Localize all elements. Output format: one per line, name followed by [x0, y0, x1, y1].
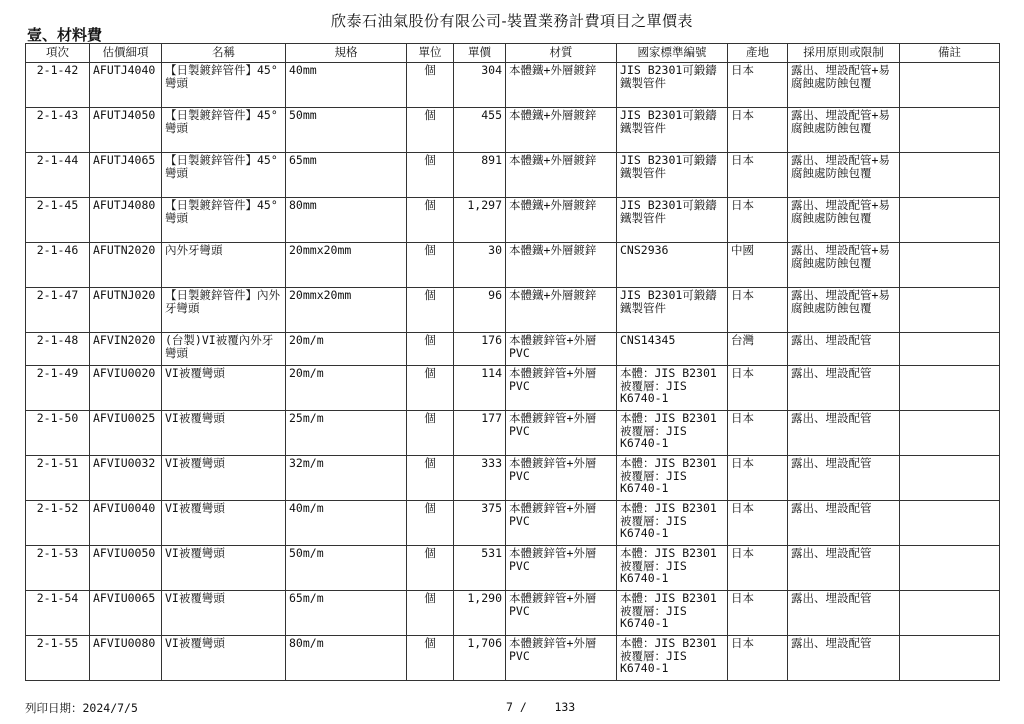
cell-name: 【日製鍍鋅管件】45°彎頭: [162, 108, 286, 153]
cell-item: 2-1-45: [26, 198, 90, 243]
cell-usage: 露出、埋設配管: [788, 411, 900, 456]
cell-spec: 65mm: [286, 153, 407, 198]
cell-origin: 中國: [728, 243, 788, 288]
table-row: [26, 636, 1000, 681]
cell-code: AFVIU0025: [90, 411, 162, 456]
cell-name: VI被覆彎頭: [162, 636, 286, 681]
cell-unit: 個: [407, 366, 454, 411]
cell-note: [900, 591, 1000, 636]
cell-origin: 日本: [728, 288, 788, 333]
cell-code: AFVIU0050: [90, 546, 162, 591]
cell-note: [900, 243, 1000, 288]
cell-price: 1,706: [454, 636, 506, 681]
col-header-item: 項次: [26, 44, 90, 63]
cell-price: 455: [454, 108, 506, 153]
cell-origin: 日本: [728, 456, 788, 501]
cell-material: 本體鍍鋅管+外層PVC: [506, 501, 617, 546]
cell-note: [900, 411, 1000, 456]
cell-material: 本體鐵+外層鍍鋅: [506, 108, 617, 153]
table-row: [26, 243, 1000, 288]
table-row: [26, 366, 1000, 411]
cell-name: VI被覆彎頭: [162, 501, 286, 546]
cell-origin: 日本: [728, 108, 788, 153]
cell-material: 本體鍍鋅管+外層PVC: [506, 636, 617, 681]
cell-origin: 日本: [728, 591, 788, 636]
col-header-unit: 單位: [407, 44, 454, 63]
cell-item: 2-1-46: [26, 243, 90, 288]
cell-item: 2-1-54: [26, 591, 90, 636]
cell-material: 本體鍍鋅管+外層PVC: [506, 411, 617, 456]
cell-note: [900, 546, 1000, 591]
cell-standard: 本體：JIS B2301被覆層：JIS K6740-1: [617, 411, 728, 456]
section-heading: 壹、材料費: [27, 26, 103, 44]
cell-note: [900, 153, 1000, 198]
cell-name: 【日製鍍鋅管件】內外牙彎頭: [162, 288, 286, 333]
cell-spec: 80m/m: [286, 636, 407, 681]
cell-unit: 個: [407, 243, 454, 288]
cell-unit: 個: [407, 108, 454, 153]
cell-note: [900, 636, 1000, 681]
cell-name: VI被覆彎頭: [162, 411, 286, 456]
cell-unit: 個: [407, 636, 454, 681]
cell-item: 2-1-42: [26, 63, 90, 108]
table-row: [26, 63, 1000, 108]
cell-standard: 本體：JIS B2301被覆層：JIS K6740-1: [617, 636, 728, 681]
table-row: [26, 411, 1000, 456]
cell-item: 2-1-44: [26, 153, 90, 198]
cell-price: 375: [454, 501, 506, 546]
price-table: [25, 43, 1000, 681]
table-row: [26, 501, 1000, 546]
cell-name: VI被覆彎頭: [162, 591, 286, 636]
cell-name: VI被覆彎頭: [162, 456, 286, 501]
cell-code: AFUTJ4080: [90, 198, 162, 243]
cell-unit: 個: [407, 456, 454, 501]
cell-name: 【日製鍍鋅管件】45°彎頭: [162, 198, 286, 243]
cell-origin: 日本: [728, 153, 788, 198]
cell-origin: 日本: [728, 63, 788, 108]
cell-spec: 20mmx20mm: [286, 288, 407, 333]
cell-standard: JIS B2301可鍛鑄鐵製管件: [617, 63, 728, 108]
cell-material: 本體鐵+外層鍍鋅: [506, 198, 617, 243]
cell-price: 333: [454, 456, 506, 501]
cell-standard: 本體：JIS B2301被覆層：JIS K6740-1: [617, 366, 728, 411]
cell-spec: 50m/m: [286, 546, 407, 591]
cell-price: 177: [454, 411, 506, 456]
cell-item: 2-1-51: [26, 456, 90, 501]
cell-unit: 個: [407, 333, 454, 366]
col-header-price: 單價: [454, 44, 506, 63]
cell-code: AFUTJ4065: [90, 153, 162, 198]
cell-usage: 露出、埋設配管+易腐蝕處防蝕包覆: [788, 153, 900, 198]
cell-spec: 50mm: [286, 108, 407, 153]
cell-code: AFUTJ4040: [90, 63, 162, 108]
cell-unit: 個: [407, 501, 454, 546]
cell-note: [900, 108, 1000, 153]
cell-note: [900, 63, 1000, 108]
cell-code: AFVIU0065: [90, 591, 162, 636]
cell-code: AFUTJ4050: [90, 108, 162, 153]
col-header-name: 名稱: [162, 44, 286, 63]
cell-item: 2-1-50: [26, 411, 90, 456]
col-header-usage: 採用原則或限制: [788, 44, 900, 63]
cell-name: (台製)VI被覆內外牙彎頭: [162, 333, 286, 366]
table-row: [26, 153, 1000, 198]
cell-spec: 25m/m: [286, 411, 407, 456]
cell-code: AFUTNJ020: [90, 288, 162, 333]
cell-price: 176: [454, 333, 506, 366]
cell-note: [900, 333, 1000, 366]
cell-unit: 個: [407, 288, 454, 333]
cell-note: [900, 501, 1000, 546]
cell-code: AFVIU0040: [90, 501, 162, 546]
cell-material: 本體鐵+外層鍍鋅: [506, 63, 617, 108]
cell-price: 531: [454, 546, 506, 591]
cell-price: 114: [454, 366, 506, 411]
cell-origin: 日本: [728, 546, 788, 591]
cell-price: 96: [454, 288, 506, 333]
cell-standard: JIS B2301可鍛鑄鐵製管件: [617, 198, 728, 243]
cell-standard: CNS14345: [617, 333, 728, 366]
cell-item: 2-1-55: [26, 636, 90, 681]
cell-spec: 40m/m: [286, 501, 407, 546]
cell-item: 2-1-49: [26, 366, 90, 411]
cell-spec: 20m/m: [286, 333, 407, 366]
table-row: [26, 288, 1000, 333]
cell-material: 本體鍍鋅管+外層PVC: [506, 366, 617, 411]
cell-usage: 露出、埋設配管: [788, 591, 900, 636]
cell-unit: 個: [407, 153, 454, 198]
cell-spec: 20mmx20mm: [286, 243, 407, 288]
cell-code: AFVIN2020: [90, 333, 162, 366]
cell-usage: 露出、埋設配管+易腐蝕處防蝕包覆: [788, 108, 900, 153]
cell-usage: 露出、埋設配管+易腐蝕處防蝕包覆: [788, 63, 900, 108]
cell-spec: 65m/m: [286, 591, 407, 636]
cell-code: AFVIU0020: [90, 366, 162, 411]
cell-origin: 日本: [728, 501, 788, 546]
cell-usage: 露出、埋設配管: [788, 636, 900, 681]
cell-price: 891: [454, 153, 506, 198]
table-row: [26, 591, 1000, 636]
cell-usage: 露出、埋設配管: [788, 333, 900, 366]
cell-item: 2-1-48: [26, 333, 90, 366]
cell-usage: 露出、埋設配管+易腐蝕處防蝕包覆: [788, 243, 900, 288]
cell-name: 【日製鍍鋅管件】45°彎頭: [162, 153, 286, 198]
cell-code: AFVIU0080: [90, 636, 162, 681]
cell-usage: 露出、埋設配管: [788, 546, 900, 591]
table-header-row: [26, 44, 1000, 63]
cell-origin: 台灣: [728, 333, 788, 366]
cell-standard: JIS B2301可鍛鑄鐵製管件: [617, 153, 728, 198]
cell-material: 本體鐵+外層鍍鋅: [506, 243, 617, 288]
cell-price: 1,290: [454, 591, 506, 636]
table-row: [26, 333, 1000, 366]
cell-item: 2-1-53: [26, 546, 90, 591]
cell-unit: 個: [407, 198, 454, 243]
cell-spec: 20m/m: [286, 366, 407, 411]
cell-item: 2-1-52: [26, 501, 90, 546]
cell-unit: 個: [407, 63, 454, 108]
col-header-spec: 規格: [286, 44, 407, 63]
col-header-standard: 國家標準編號: [617, 44, 728, 63]
col-header-note: 備註: [900, 44, 1000, 63]
print-date: 列印日期：2024/7/5: [25, 701, 138, 715]
cell-usage: 露出、埋設配管+易腐蝕處防蝕包覆: [788, 198, 900, 243]
cell-name: VI被覆彎頭: [162, 366, 286, 411]
cell-usage: 露出、埋設配管: [788, 366, 900, 411]
page-number: 7 / 133: [506, 700, 576, 714]
cell-standard: 本體：JIS B2301被覆層：JIS K6740-1: [617, 591, 728, 636]
cell-material: 本體鐵+外層鍍鋅: [506, 153, 617, 198]
col-header-material: 材質: [506, 44, 617, 63]
cell-unit: 個: [407, 546, 454, 591]
table-row: [26, 456, 1000, 501]
cell-usage: 露出、埋設配管: [788, 501, 900, 546]
cell-spec: 32m/m: [286, 456, 407, 501]
cell-code: AFVIU0032: [90, 456, 162, 501]
cell-origin: 日本: [728, 198, 788, 243]
cell-code: AFUTN2020: [90, 243, 162, 288]
cell-price: 30: [454, 243, 506, 288]
document-title: 欣泰石油氣股份有限公司-裝置業務計費項目之單價表: [330, 12, 694, 30]
cell-usage: 露出、埋設配管: [788, 456, 900, 501]
cell-material: 本體鍍鋅管+外層PVC: [506, 333, 617, 366]
cell-material: 本體鍍鋅管+外層PVC: [506, 546, 617, 591]
cell-origin: 日本: [728, 411, 788, 456]
col-header-origin: 產地: [728, 44, 788, 63]
cell-item: 2-1-43: [26, 108, 90, 153]
cell-price: 304: [454, 63, 506, 108]
cell-standard: CNS2936: [617, 243, 728, 288]
cell-name: 【日製鍍鋅管件】45°彎頭: [162, 63, 286, 108]
cell-note: [900, 366, 1000, 411]
cell-material: 本體鍍鋅管+外層PVC: [506, 456, 617, 501]
cell-price: 1,297: [454, 198, 506, 243]
cell-name: 內外牙彎頭: [162, 243, 286, 288]
cell-item: 2-1-47: [26, 288, 90, 333]
cell-note: [900, 198, 1000, 243]
col-header-code: 估價細項: [90, 44, 162, 63]
cell-standard: JIS B2301可鍛鑄鐵製管件: [617, 108, 728, 153]
cell-standard: 本體：JIS B2301被覆層：JIS K6740-1: [617, 456, 728, 501]
cell-standard: 本體：JIS B2301被覆層：JIS K6740-1: [617, 501, 728, 546]
table-row: [26, 108, 1000, 153]
cell-note: [900, 456, 1000, 501]
cell-spec: 80mm: [286, 198, 407, 243]
cell-material: 本體鍍鋅管+外層PVC: [506, 591, 617, 636]
cell-name: VI被覆彎頭: [162, 546, 286, 591]
table-row: [26, 546, 1000, 591]
cell-unit: 個: [407, 411, 454, 456]
table-body: [26, 63, 1000, 681]
cell-standard: 本體：JIS B2301被覆層：JIS K6740-1: [617, 546, 728, 591]
cell-standard: JIS B2301可鍛鑄鐵製管件: [617, 288, 728, 333]
table-row: [26, 198, 1000, 243]
cell-note: [900, 288, 1000, 333]
cell-usage: 露出、埋設配管+易腐蝕處防蝕包覆: [788, 288, 900, 333]
cell-spec: 40mm: [286, 63, 407, 108]
cell-material: 本體鐵+外層鍍鋅: [506, 288, 617, 333]
cell-unit: 個: [407, 591, 454, 636]
cell-origin: 日本: [728, 636, 788, 681]
cell-origin: 日本: [728, 366, 788, 411]
